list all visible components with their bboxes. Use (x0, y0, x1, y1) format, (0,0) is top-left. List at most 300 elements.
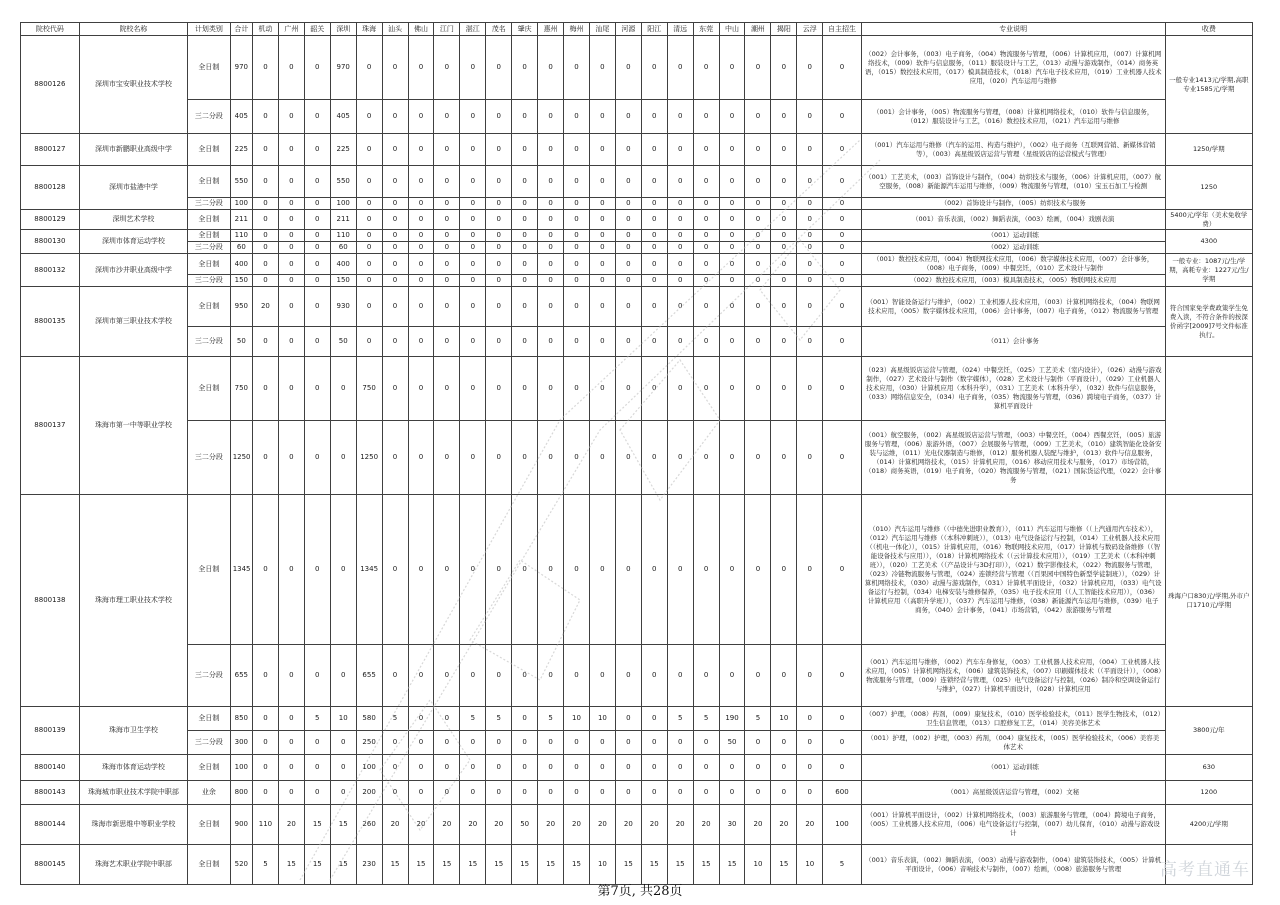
quota-cell: 0 (330, 731, 356, 755)
quota-cell: 0 (304, 100, 330, 134)
plan-type: 全日制 (188, 755, 231, 781)
plan-total: 655 (230, 645, 252, 707)
quota-cell: 0 (330, 755, 356, 781)
column-header: 院校名称 (79, 23, 187, 36)
school-name: 珠海市理工职业技术学校 (79, 495, 187, 707)
plan-total: 50 (230, 327, 252, 357)
quota-cell: 0 (771, 36, 797, 100)
major-description: （001）音乐表演，（002）舞蹈表演，（003）绘画，（004）戏剧表演 (861, 210, 1165, 230)
quota-cell: 0 (512, 707, 538, 731)
quota-cell: 0 (252, 327, 278, 357)
quota-cell: 0 (382, 781, 408, 805)
column-header: 汕尾 (589, 23, 615, 36)
quota-cell: 0 (434, 781, 460, 805)
quota-cell: 15 (304, 805, 330, 845)
quota-cell: 0 (434, 755, 460, 781)
quota-cell: 0 (330, 495, 356, 645)
fee-cell: 4300 (1165, 230, 1252, 254)
school-name: 珠海市卫生学校 (79, 707, 187, 755)
quota-cell: 0 (719, 421, 745, 495)
table-header-row (21, 23, 1253, 36)
quota-cell: 211 (330, 210, 356, 230)
plan-type: 全日制 (188, 357, 231, 421)
quota-cell: 0 (460, 254, 486, 275)
quota-cell: 0 (564, 731, 590, 755)
quota-cell: 30 (719, 805, 745, 845)
school-name: 深圳市新鹏职业高级中学 (79, 134, 187, 166)
quota-cell: 0 (486, 421, 512, 495)
column-header: 机动 (252, 23, 278, 36)
fee-cell: 630 (1165, 755, 1252, 781)
quota-cell: 0 (693, 357, 719, 421)
quota-cell: 15 (330, 805, 356, 845)
quota-cell: 0 (538, 357, 564, 421)
quota-cell: 0 (719, 357, 745, 421)
major-description: （001）护理，（002）护理，（003）药剂，（004）康复技术，（005）医学检验技术，（006）美容美体艺术 (861, 731, 1165, 755)
column-header: 韶关 (304, 23, 330, 36)
quota-cell: 0 (641, 254, 667, 275)
major-description: （001）智能设备运行与维护，（002）工业机器人技术应用，（003）计算机网络技术，（004）物联网技术应用，（005）数字媒体技术应用，（006）会计事务，（007）电子商务，（012）物流服务与管理 (861, 287, 1165, 327)
table-row (21, 287, 1253, 327)
table-row (21, 242, 1253, 254)
quota-cell: 0 (745, 166, 771, 198)
plan-type: 全日制 (188, 254, 231, 275)
quota-cell: 15 (615, 845, 641, 885)
table-row (21, 645, 1253, 707)
quota-cell: 0 (564, 166, 590, 198)
quota-cell: 5 (252, 845, 278, 885)
fee-cell: 1250/学期 (1165, 134, 1252, 166)
quota-cell: 0 (434, 287, 460, 327)
school-code: 8800132 (21, 254, 80, 287)
quota-cell: 0 (278, 210, 304, 230)
quota-cell: 0 (278, 230, 304, 242)
plan-type: 全日制 (188, 230, 231, 242)
quota-cell: 0 (564, 134, 590, 166)
quota-cell: 100 (356, 755, 382, 781)
quota-cell: 0 (745, 275, 771, 287)
quota-cell: 0 (667, 134, 693, 166)
quota-cell: 0 (797, 357, 823, 421)
quota-cell: 0 (564, 755, 590, 781)
quota-cell: 405 (330, 100, 356, 134)
quota-cell: 0 (434, 327, 460, 357)
school-code: 8800130 (21, 230, 80, 254)
quota-cell: 20 (797, 805, 823, 845)
quota-cell: 0 (434, 495, 460, 645)
quota-cell: 0 (486, 166, 512, 198)
quota-cell: 0 (486, 254, 512, 275)
quota-cell: 10 (564, 707, 590, 731)
quota-cell: 0 (304, 134, 330, 166)
quota-cell: 0 (797, 755, 823, 781)
quota-cell: 0 (460, 230, 486, 242)
quota-cell: 20 (564, 805, 590, 845)
quota-cell: 20 (667, 805, 693, 845)
quota-cell: 0 (615, 731, 641, 755)
quota-cell: 110 (330, 230, 356, 242)
quota-cell: 20 (615, 805, 641, 845)
quota-cell: 0 (252, 275, 278, 287)
quota-cell: 0 (745, 254, 771, 275)
quota-cell: 0 (667, 287, 693, 327)
major-description: （002）数控技术应用，（003）模具制造技术，（005）物联网技术应用 (861, 275, 1165, 287)
quota-cell: 0 (589, 100, 615, 134)
fee-cell: 5400元/学年（美术免收学费） (1165, 210, 1252, 230)
quota-cell: 50 (512, 805, 538, 845)
quota-cell: 0 (304, 327, 330, 357)
quota-cell: 5 (667, 707, 693, 731)
quota-cell: 0 (667, 230, 693, 242)
quota-cell: 0 (304, 645, 330, 707)
quota-cell: 0 (538, 198, 564, 210)
quota-cell: 0 (512, 357, 538, 421)
column-header: 深圳 (330, 23, 356, 36)
plan-type: 三二分段 (188, 421, 231, 495)
quota-cell: 0 (408, 327, 434, 357)
quota-cell: 0 (589, 731, 615, 755)
quota-cell: 0 (486, 755, 512, 781)
quota-cell: 0 (667, 755, 693, 781)
quota-cell: 0 (797, 210, 823, 230)
quota-cell: 0 (667, 254, 693, 275)
plan-type: 三二分段 (188, 242, 231, 254)
quota-cell: 0 (512, 134, 538, 166)
self-enroll-cell: 0 (823, 254, 861, 275)
quota-cell: 0 (512, 275, 538, 287)
quota-cell: 0 (615, 242, 641, 254)
major-description: （007）护理，（008）药剂，（009）康复技术，（010）医学检验技术，（011）医学生物技术，（012）卫生信息管理，（013）口腔修复工艺，（014）美容美体艺术 (861, 707, 1165, 731)
plan-total: 100 (230, 198, 252, 210)
column-header: 佛山 (408, 23, 434, 36)
fee-cell (1165, 357, 1252, 495)
table-row (21, 210, 1253, 230)
quota-cell: 0 (408, 421, 434, 495)
column-header: 院校代码 (21, 23, 80, 36)
quota-cell: 0 (512, 254, 538, 275)
quota-cell: 0 (356, 327, 382, 357)
major-description: （001）计算机平面设计，（002）计算机网络技术，（003）旅游服务与管理，（004）跨境电子商务，（005）工业机器人技术应用，（006）电气设备运行与控制，（007）幼儿保育，（010）动漫与游戏设计 (861, 805, 1165, 845)
quota-cell: 0 (538, 495, 564, 645)
quota-cell: 0 (460, 100, 486, 134)
quota-cell: 0 (356, 100, 382, 134)
page-number: 第7页, 共28页 (597, 884, 683, 899)
plan-total: 1345 (230, 495, 252, 645)
quota-cell: 0 (797, 645, 823, 707)
quota-cell: 0 (615, 421, 641, 495)
quota-cell: 0 (771, 254, 797, 275)
quota-cell: 0 (564, 210, 590, 230)
quota-cell: 20 (460, 805, 486, 845)
quota-cell: 0 (693, 327, 719, 357)
quota-cell: 0 (693, 731, 719, 755)
quota-cell: 0 (771, 230, 797, 242)
quota-cell: 0 (538, 254, 564, 275)
quota-cell: 0 (382, 287, 408, 327)
quota-cell: 1345 (356, 495, 382, 645)
school-name: 深圳艺术学校 (79, 210, 187, 230)
quota-cell: 0 (538, 731, 564, 755)
column-header: 汕头 (382, 23, 408, 36)
quota-cell: 0 (356, 210, 382, 230)
quota-cell: 0 (771, 166, 797, 198)
school-name: 珠海艺术职业学院中职部 (79, 845, 187, 885)
table-row (21, 731, 1253, 755)
quota-cell: 0 (460, 327, 486, 357)
quota-cell: 0 (615, 198, 641, 210)
school-code: 8800138 (21, 495, 80, 707)
self-enroll-cell: 5 (823, 845, 861, 885)
table-row (21, 845, 1253, 885)
quota-cell: 0 (382, 495, 408, 645)
quota-cell: 0 (512, 495, 538, 645)
quota-cell: 0 (641, 100, 667, 134)
quota-cell: 0 (304, 781, 330, 805)
column-header: 自主招生 (823, 23, 861, 36)
quota-cell: 0 (615, 357, 641, 421)
quota-cell: 0 (564, 254, 590, 275)
column-header: 广州 (278, 23, 304, 36)
quota-cell: 0 (745, 357, 771, 421)
quota-cell: 0 (252, 645, 278, 707)
quota-cell: 0 (797, 495, 823, 645)
quota-cell: 0 (589, 755, 615, 781)
school-code: 8800139 (21, 707, 80, 755)
quota-cell: 0 (252, 36, 278, 100)
plan-total: 850 (230, 707, 252, 731)
quota-cell: 0 (486, 36, 512, 100)
quota-cell: 0 (434, 210, 460, 230)
quota-cell: 0 (771, 100, 797, 134)
school-name: 深圳市沙井职业高级中学 (79, 254, 187, 287)
quota-cell: 0 (512, 287, 538, 327)
self-enroll-cell: 0 (823, 230, 861, 242)
quota-cell: 0 (538, 781, 564, 805)
plan-type: 三二分段 (188, 327, 231, 357)
quota-cell: 0 (330, 781, 356, 805)
quota-cell: 0 (615, 287, 641, 327)
plan-type: 全日制 (188, 166, 231, 198)
quota-cell: 0 (304, 166, 330, 198)
quota-cell: 0 (719, 36, 745, 100)
quota-cell: 0 (797, 421, 823, 495)
quota-cell: 0 (719, 134, 745, 166)
plan-total: 950 (230, 287, 252, 327)
quota-cell: 15 (382, 845, 408, 885)
quota-cell: 0 (382, 166, 408, 198)
quota-cell: 0 (512, 781, 538, 805)
quota-cell: 0 (486, 210, 512, 230)
quota-cell: 0 (771, 275, 797, 287)
quota-cell: 0 (641, 36, 667, 100)
quota-cell: 0 (382, 254, 408, 275)
enrollment-plan-table (20, 22, 1253, 885)
quota-cell: 0 (589, 210, 615, 230)
quota-cell: 0 (382, 198, 408, 210)
quota-cell: 0 (382, 36, 408, 100)
quota-cell: 0 (278, 645, 304, 707)
school-name: 珠海市体育运动学校 (79, 755, 187, 781)
quota-cell: 0 (252, 134, 278, 166)
self-enroll-cell: 0 (823, 166, 861, 198)
plan-type: 全日制 (188, 210, 231, 230)
quota-cell: 1250 (356, 421, 382, 495)
quota-cell: 0 (434, 230, 460, 242)
fee-cell: 一般专业1413元/学期,高职专业1585元/学期 (1165, 36, 1252, 134)
quota-cell: 0 (693, 287, 719, 327)
column-header: 专业说明 (861, 23, 1165, 36)
self-enroll-cell: 0 (823, 755, 861, 781)
quota-cell: 0 (719, 287, 745, 327)
quota-cell: 0 (434, 36, 460, 100)
quota-cell: 0 (460, 242, 486, 254)
quota-cell: 0 (434, 198, 460, 210)
quota-cell: 0 (356, 198, 382, 210)
quota-cell: 0 (797, 254, 823, 275)
quota-cell: 0 (745, 781, 771, 805)
fee-cell: 3800元/年 (1165, 707, 1252, 755)
quota-cell: 0 (589, 495, 615, 645)
quota-cell: 0 (538, 275, 564, 287)
quota-cell: 0 (434, 731, 460, 755)
self-enroll-cell: 0 (823, 198, 861, 210)
quota-cell: 15 (771, 845, 797, 885)
quota-cell: 0 (382, 357, 408, 421)
quota-cell: 15 (512, 845, 538, 885)
quota-cell: 0 (486, 230, 512, 242)
quota-cell: 15 (434, 845, 460, 885)
quota-cell: 0 (615, 210, 641, 230)
quota-cell: 0 (278, 327, 304, 357)
plan-total: 100 (230, 755, 252, 781)
quota-cell: 0 (745, 731, 771, 755)
quota-cell: 0 (693, 755, 719, 781)
quota-cell: 0 (771, 210, 797, 230)
quota-cell: 0 (615, 645, 641, 707)
quota-cell: 20 (278, 805, 304, 845)
quota-cell: 0 (408, 287, 434, 327)
major-description: （010）汽车运用与维修（（中德先进职业教育）），（011）汽车运用与维修（（上汽通用汽车技术）），（012）汽车运用与维修（（本科冲刺班）），（013）电气设备运行与控制，（014）工业机器人技术应用（（机电一体化）），（015）计算机应用，（016）物联网技术应用，（017）计算机与数码设备维修（（智能设备技术与应用）），（018）计算机网络技术（（云计算技术应用）），（019）工艺美术（（本科冲刺班）），（020）工艺美术（（产品设计与3D打印）），（021）数字影像技术，（022）物流服务与管理，（023）冷链物流服务与管理，（024）连锁经营与管理（（百果园中国特色新型学徒制班）），（029）计算机网络技术，（030）动漫与游戏制作，（031）计算机平面设计，（032）计算机应用，（033）电气设备运行与控制，（034）电梯安装与维修保养，（035）电子技术应用（（人工智能技术应用）），（036）计算机应用（（高职升学班）），（037）汽车运用与维修，（038）新能源汽车运用与维修，（039）电子商务，（040）会计事务，（041）市场营销，（042）旅游服务与管理 (861, 495, 1165, 645)
quota-cell: 0 (564, 100, 590, 134)
quota-cell: 0 (564, 421, 590, 495)
quota-cell: 0 (538, 36, 564, 100)
quota-cell: 0 (667, 731, 693, 755)
quota-cell: 0 (771, 198, 797, 210)
quota-cell: 0 (719, 242, 745, 254)
major-description: （001）工艺美术，（003）首饰设计与制作，（004）纺织技术与服务，（006）计算机应用，（007）航空服务，（008）新能源汽车运用与维修，（009）物流服务与管理，（010）宝玉石加工与检测 (861, 166, 1165, 198)
quota-cell: 0 (356, 287, 382, 327)
quota-cell: 0 (434, 166, 460, 198)
major-description: （011）会计事务 (861, 327, 1165, 357)
quota-cell: 0 (771, 357, 797, 421)
quota-cell: 580 (356, 707, 382, 731)
table-row (21, 134, 1253, 166)
brand-watermark: 高考直通车 (1160, 860, 1250, 880)
quota-cell: 0 (486, 287, 512, 327)
quota-cell: 0 (589, 230, 615, 242)
quota-cell: 0 (745, 134, 771, 166)
quota-cell: 0 (771, 731, 797, 755)
quota-cell: 5 (745, 707, 771, 731)
quota-cell: 0 (538, 166, 564, 198)
quota-cell: 10 (589, 707, 615, 731)
quota-cell: 0 (641, 645, 667, 707)
quota-cell: 0 (719, 198, 745, 210)
column-header: 茂名 (486, 23, 512, 36)
column-header: 惠州 (538, 23, 564, 36)
quota-cell: 0 (615, 166, 641, 198)
major-description: （001）汽车运用与维修（汽车的运用、构造与维护），（002）电子商务（互联网营销、新媒体营销等），（003）高星级饭店运营与管理（星级饭店的运营模式与管理） (861, 134, 1165, 166)
quota-cell: 0 (615, 755, 641, 781)
school-code: 8800129 (21, 210, 80, 230)
quota-cell: 0 (278, 287, 304, 327)
quota-cell: 0 (693, 242, 719, 254)
quota-cell: 0 (460, 781, 486, 805)
quota-cell: 0 (667, 357, 693, 421)
quota-cell: 0 (538, 645, 564, 707)
quota-cell: 190 (719, 707, 745, 731)
column-header: 清远 (667, 23, 693, 36)
quota-cell: 0 (408, 210, 434, 230)
quota-cell: 0 (486, 495, 512, 645)
quota-cell: 0 (278, 198, 304, 210)
quota-cell: 0 (719, 781, 745, 805)
quota-cell: 0 (719, 645, 745, 707)
quota-cell: 0 (564, 242, 590, 254)
quota-cell: 20 (382, 805, 408, 845)
quota-cell: 20 (486, 805, 512, 845)
quota-cell: 15 (538, 845, 564, 885)
major-description: （001）运动训练 (861, 755, 1165, 781)
quota-cell: 0 (589, 36, 615, 100)
quota-cell: 0 (278, 275, 304, 287)
quota-cell: 20 (408, 805, 434, 845)
quota-cell: 20 (252, 287, 278, 327)
quota-cell: 0 (512, 755, 538, 781)
school-code: 8800135 (21, 287, 80, 357)
quota-cell: 20 (538, 805, 564, 845)
table-row (21, 36, 1253, 100)
plan-total: 900 (230, 805, 252, 845)
quota-cell: 0 (382, 242, 408, 254)
plan-type: 全日制 (188, 805, 231, 845)
quota-cell: 0 (745, 242, 771, 254)
quota-cell: 0 (382, 645, 408, 707)
school-code: 8800140 (21, 755, 80, 781)
quota-cell: 0 (408, 755, 434, 781)
quota-cell: 0 (278, 495, 304, 645)
quota-cell: 0 (252, 357, 278, 421)
quota-cell: 0 (615, 781, 641, 805)
quota-cell: 0 (278, 781, 304, 805)
quota-cell: 0 (382, 230, 408, 242)
quota-cell: 0 (719, 755, 745, 781)
quota-cell: 5 (538, 707, 564, 731)
column-header: 肇庆 (512, 23, 538, 36)
quota-cell: 100 (330, 198, 356, 210)
quota-cell: 0 (434, 275, 460, 287)
quota-cell: 0 (486, 645, 512, 707)
school-code: 8800128 (21, 166, 80, 210)
quota-cell: 0 (564, 198, 590, 210)
quota-cell: 0 (797, 731, 823, 755)
quota-cell: 750 (356, 357, 382, 421)
quota-cell: 0 (667, 495, 693, 645)
quota-cell: 0 (564, 230, 590, 242)
quota-cell: 0 (252, 707, 278, 731)
plan-total: 211 (230, 210, 252, 230)
quota-cell: 0 (278, 357, 304, 421)
